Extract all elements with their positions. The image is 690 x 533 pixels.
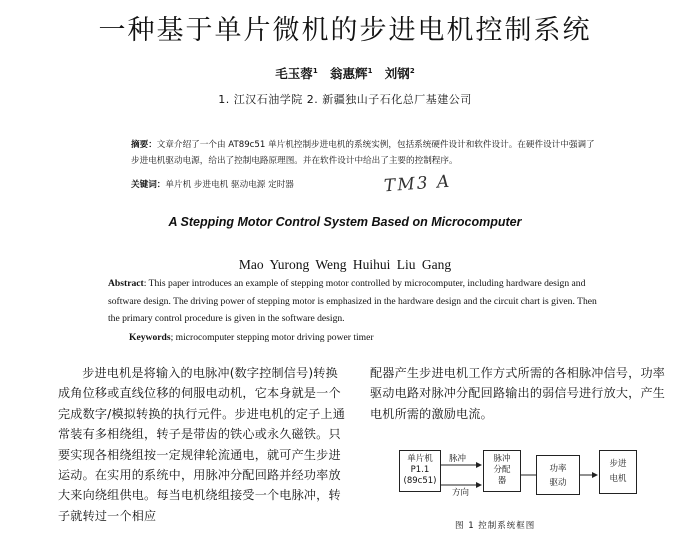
paper-title: 一种基于单片微机的步进电机控制系统: [98, 15, 592, 46]
box-stepper-motor: 步进 电机: [599, 450, 637, 494]
author-1: 毛玉蓉: [275, 66, 313, 81]
paper-title-en: A Stepping Motor Control System Based on Microcomputer: [168, 215, 522, 229]
keywords-en: Keywords; microcomputer stepping motor driving power timer: [129, 332, 374, 343]
label-direction: 方向: [452, 488, 470, 498]
figure-caption: 图 1 控制系统框图: [455, 521, 536, 531]
handwritten-annotation: TM3 A: [383, 171, 452, 197]
box-pulse-distributor: 脉冲 分配 器: [483, 450, 521, 492]
keywords-cn: 关键词：单片机 步进电机 驱动电源 定时器: [131, 180, 294, 190]
box-mcu: 单片机 P1.1 (89c51): [399, 450, 441, 492]
abstract-en: Abstract: This paper introduces an example of stepping motor controlled by microcomputer, including hardware design and software design. The driving power of stepping motor is emphasized in the hardware design and the circuit chart is given. Then the primary control procedure is given in the software design.: [108, 278, 597, 324]
affiliation: 1. 江汉石油学院 2. 新疆独山子石化总厂基建公司: [218, 93, 472, 106]
box-power-drive: 功率 驱动: [536, 455, 580, 495]
author-2: 翁惠辉: [330, 66, 368, 81]
abstract-cn: 摘要：文章介绍了一个由 AT89c51 单片机控制步进电机的系统实例，包括系统硬件设计和软件设计。在硬件设计中强调了步进电机驱动电源，给出了控制电路原理图。并在软件设计中给出了主要的控制程序。: [131, 140, 595, 166]
label-pulse: 脉冲: [449, 454, 467, 464]
author-3: 刘钢: [384, 66, 410, 81]
body-text-left-column: 步进电机是将输入的电脉冲(数字控制信号)转换成角位移或直线位移的伺服电动机，它本身就是一个完成数字/模拟转换的执行元件。步进电机的定子上通常装有多相绕组，转子是带齿的铁心或永久磁铁。只要实现各相绕组按一定规律轮流通电，就可产生步进运动。在实用的系统中，用脉冲分配回路并经功率放大来向绕组供电。每当电机绕组接受一个电脉冲，转子就转过一个相应: [58, 366, 346, 523]
authors-en: Mao Yurong Weng Huihui Liu Gang: [238, 257, 452, 272]
body-text-right-column: 配器产生步进电机工作方式所需的各相脉冲信号，功率驱动电路对脉冲分配回路输出的弱信号进行放大，产生电机所需的激励电流。: [370, 366, 666, 421]
authors-cn: 毛玉蓉$^1$ 翁惠辉$^1$ 刘钢$^2$: [275, 66, 415, 81]
